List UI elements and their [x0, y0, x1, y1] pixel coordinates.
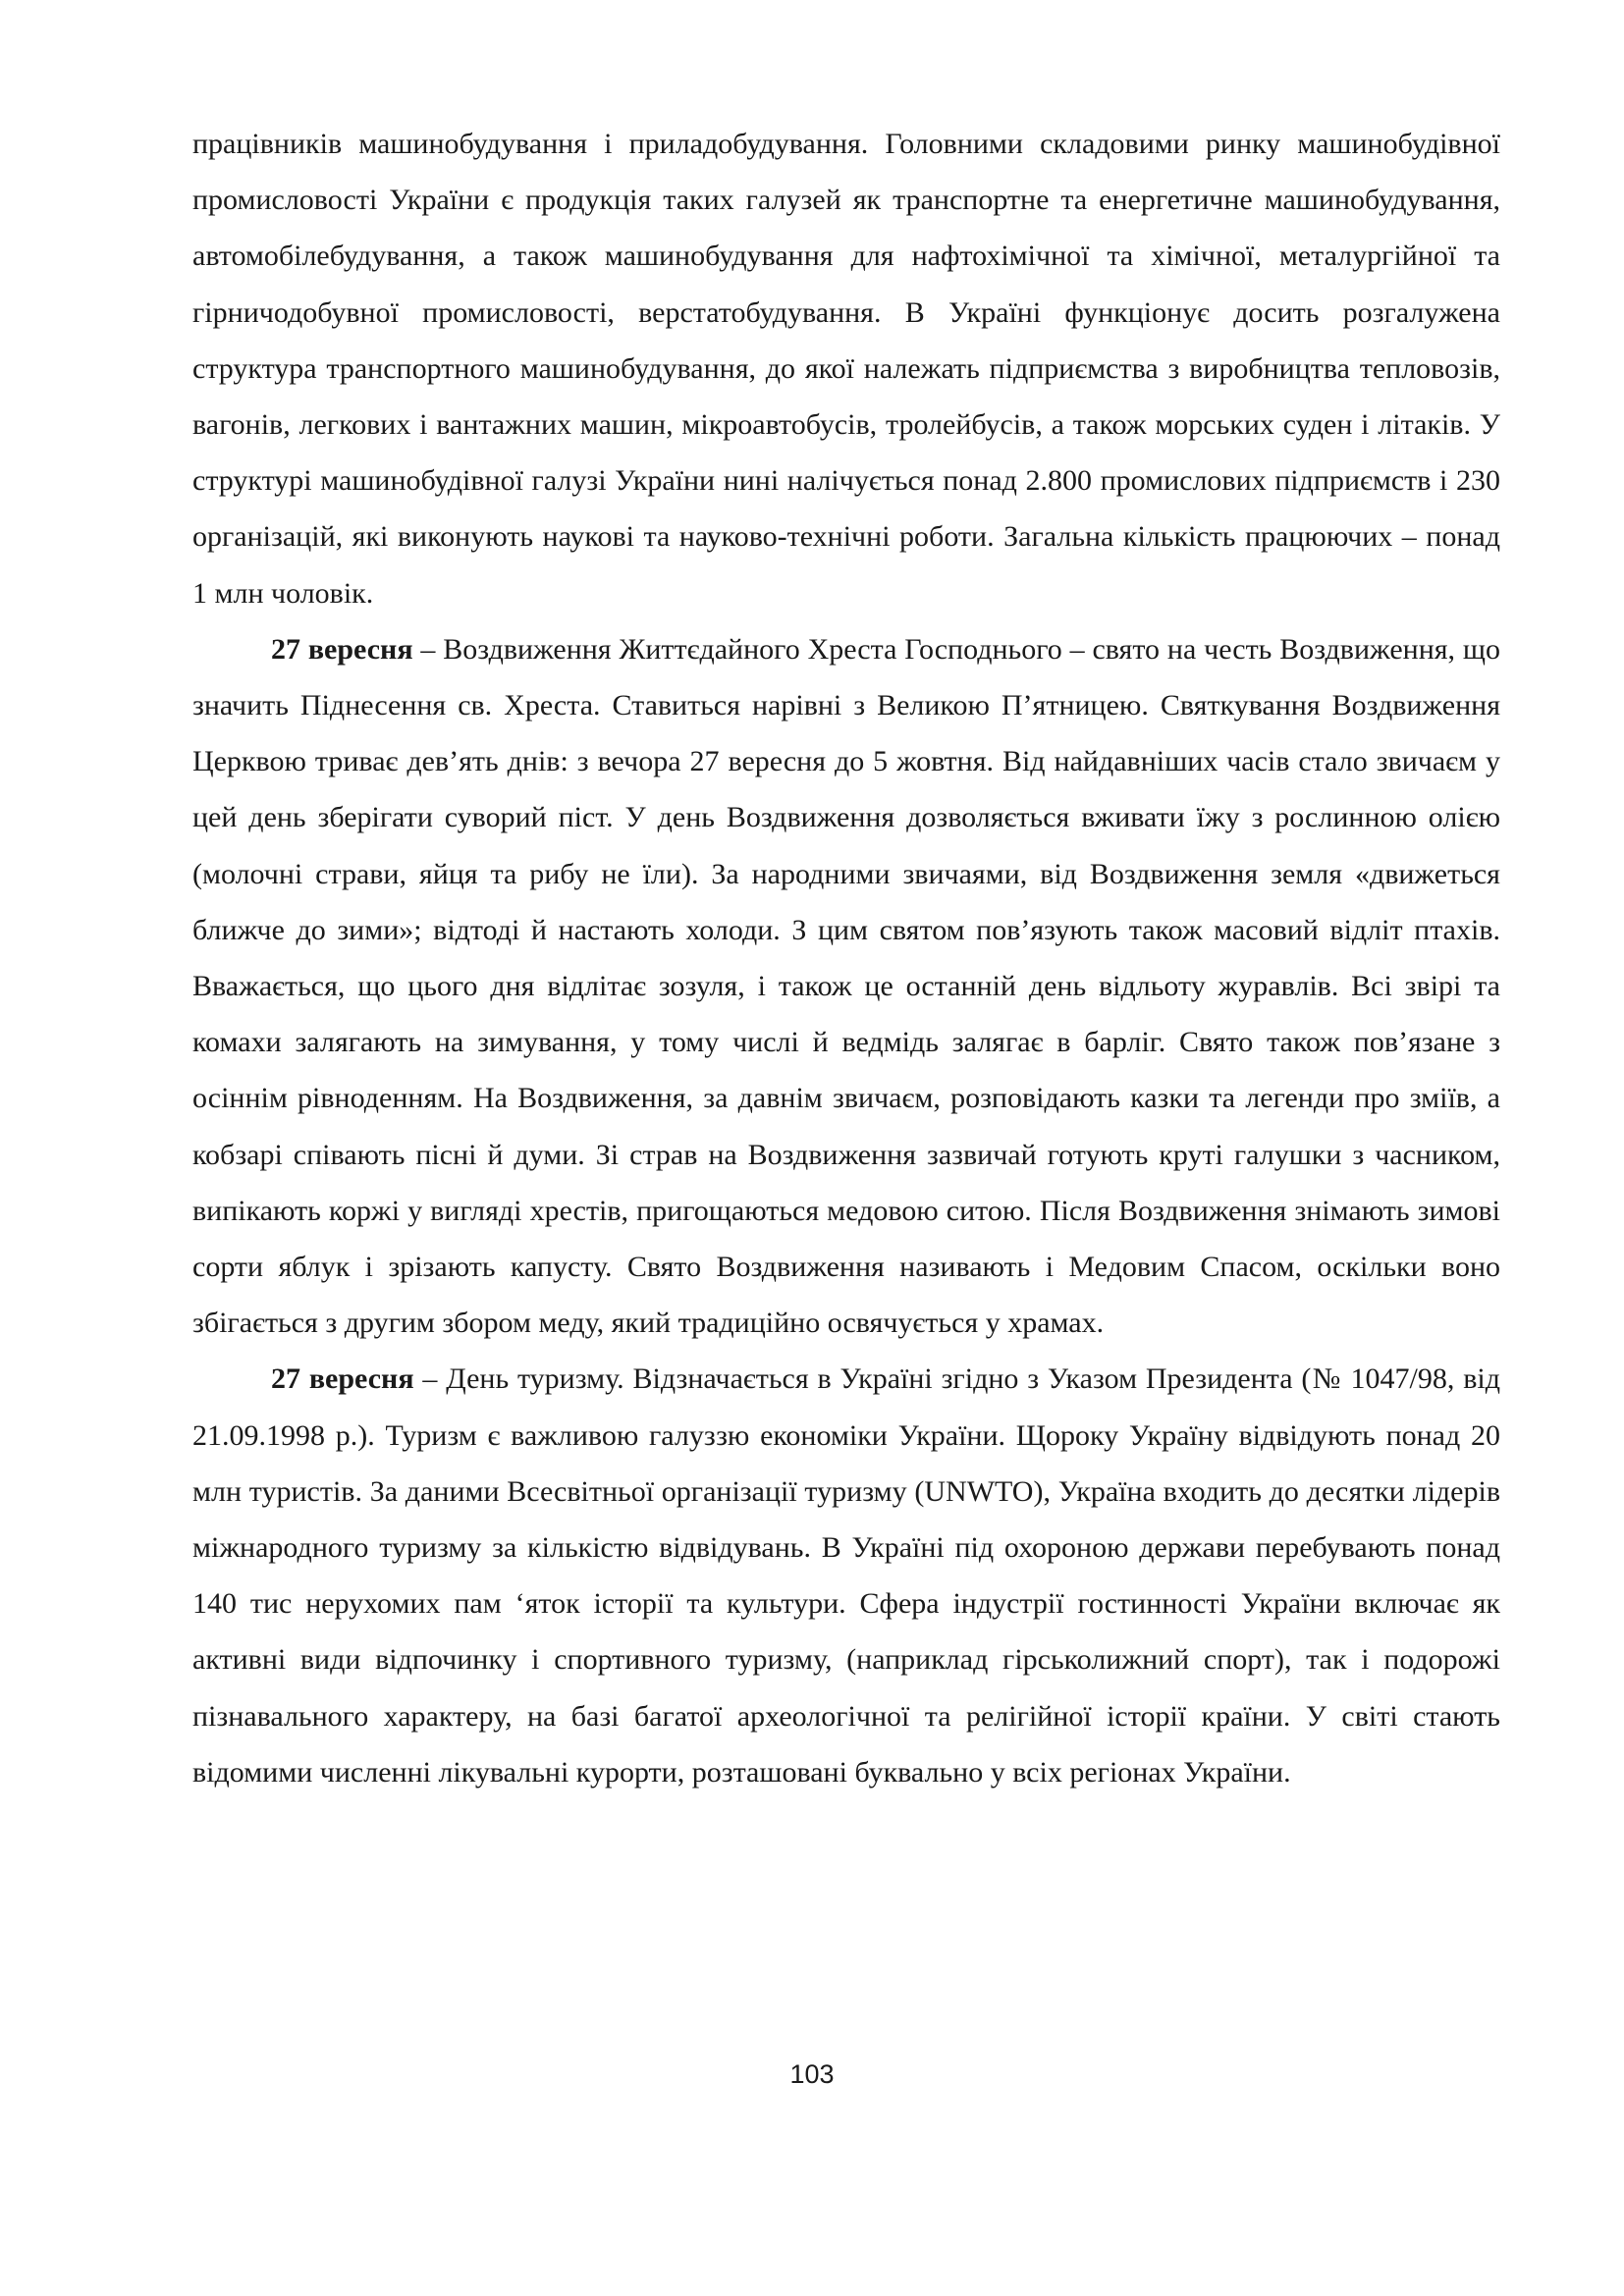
entry-paragraph-tourism-day — [192, 1351, 1500, 1800]
body-text — [192, 116, 1500, 1800]
entry-date: 27 вересня — [271, 632, 413, 666]
continuation-paragraph: працівників машинобудування і приладобудування. Головними складовими ринку машинобудівної промисловості України є продукція таких галузей як транспортне та енергетичне машинобудування, автомобілебудування, а також машинобудування для нафтохімічної та хімічної, металургійної та гірничодобувної промисловості, верстатобудування. В Україні функціонує досить розгалужена структура транспортного машинобудування, до якої належать підприємства з виробництва тепловозів, вагонів, легкових і вантажних машин, мікроавтобусів, тролейбусів, а також морських суден і літаків. У структурі машинобудівної галузі України нині налічується понад 2.800 промислових підприємств і 230 організацій, які виконують наукові та науково-технічні роботи. Загальна кількість працюючих – понад 1 млн чоловік. — [192, 128, 1500, 610]
entry-date: 27 вересня — [271, 1362, 414, 1396]
entry-paragraph-exaltation-of-cross — [192, 621, 1500, 1352]
entry-text: – День туризму. Відзначається в Україні згідно з Указом Президента (№ 1047/98, від 21.09.1998 р.). Туризм є важливою галуззю економіки України. Щороку Україну відвідують понад 20 млн туристів. За даними Всесвітньої організації туризму (UNWTO), Україна входить до десятки лідерів міжнародного туризму за кількістю відвідувань. В Україні під охороною держави перебувають понад 140 тис нерухомих пам ‘яток історії та культури. Сфера індустрії гостинності України включає як активні види відпочинку і спортивного туризму, (наприклад гірськолижний спорт), так і подорожі пізнавального характеру, на базі багатої археологічної та релігійної історії країни. У світі стають відомими численні лікувальні курорти, розташовані буквально у всіх регіонах України. — [192, 1362, 1500, 1789]
entry-text: – Воздвиження Життєдайного Хреста Господнього – свято на честь Воздвиження, що значить Піднесення св. Хреста. Ставиться нарівні з Великою П’ятницею. Святкування Воздвиження Церквою триває дев’ять днів: з вечора 27 вересня до 5 жовтня. Від найдавніших часів стало звичаєм у цей день зберігати суворий піст. У день Воздвиження дозволяється вживати їжу з рослинною олією (молочні страви, яйця та рибу не їли). За народними звичаями, від Воздвиження земля «движеться ближче до зими»; відтоді й настають холоди. З цим святом пов’язують також масовий відліт птахів. Вважається, що цього дня відлітає зозуля, і також це останній день відльоту журавлів. Всі звірі та комахи залягають на зимування, у тому числі й ведмідь залягає в барліг. Свято також пов’язане з осіннім рівноденням. На Воздвиження, за давнім звичаєм, розповідають казки та легенди про зміїв, а кобзарі співають пісні й думи. Зі страв на Воздвиження зазвичай готують круті галушки з часником, випікають коржі у вигляді хрестів, пригощаються медовою ситою. Після Воздвиження знімають зимові сорти яблук і зрізають капусту. Свято Воздвиження називають і Медовим Спасом, оскільки воно збігається з другим збором меду, який традиційно освячується у храмах. — [192, 632, 1501, 1340]
page-number: 103 — [789, 2059, 835, 2089]
